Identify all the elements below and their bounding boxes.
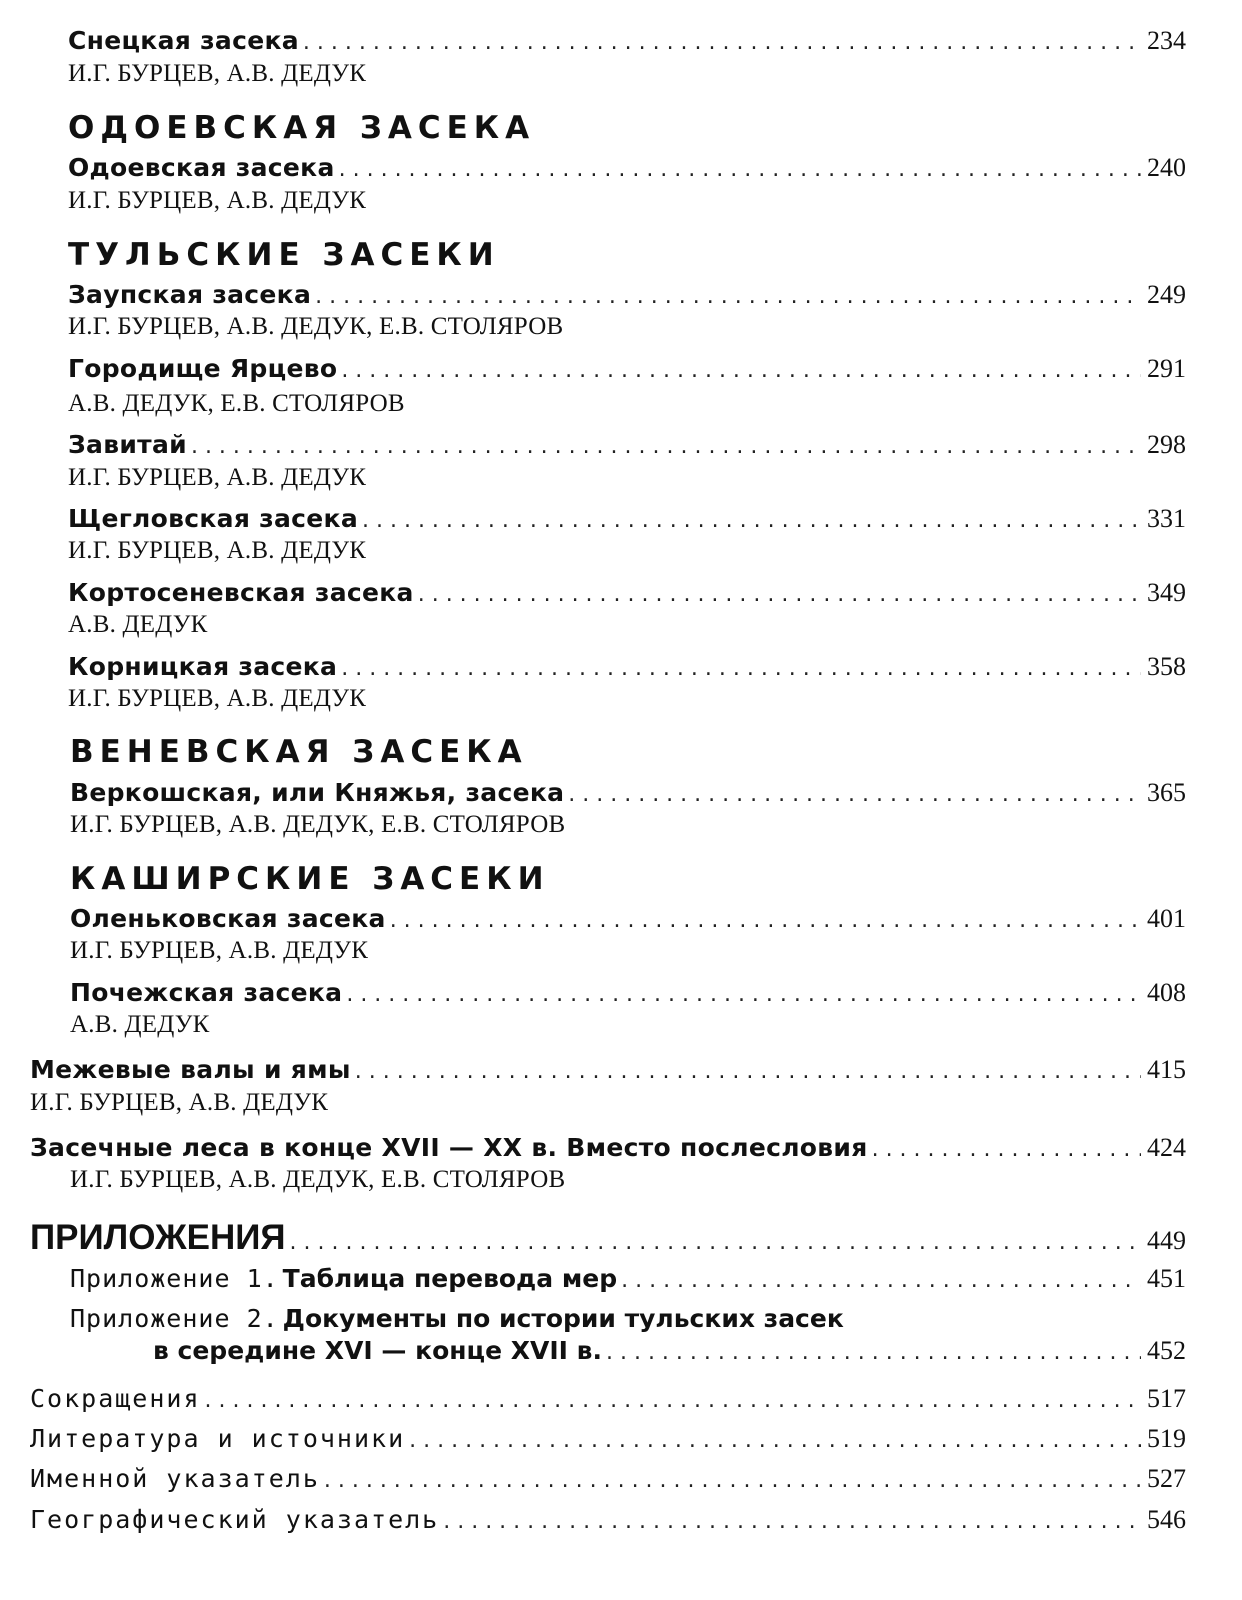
page-number: 234	[1147, 26, 1186, 55]
entry-authors: И.Г. БУРЦЕВ, А.В. ДЕДУК	[68, 464, 367, 491]
page-number: 358	[1147, 652, 1186, 681]
entry-title: Одоевская засека	[68, 153, 335, 182]
page-number: 349	[1147, 578, 1186, 607]
dot-leader	[315, 284, 1141, 309]
appendix-label: Приложение 1.	[70, 1264, 279, 1293]
entry-title: Географический указатель	[30, 1505, 440, 1534]
page-number: 517	[1147, 1384, 1186, 1413]
dot-leader	[290, 1230, 1141, 1255]
section-heading: ВЕНЕВСКАЯ ЗАСЕКА	[70, 734, 528, 770]
entry-title: Корницкая засека	[68, 652, 338, 681]
toc-entry	[70, 904, 1186, 934]
appendix-label: Приложение 2.	[70, 1304, 279, 1333]
page-number: 249	[1147, 280, 1186, 309]
entry-title: Почежская засека	[70, 978, 343, 1007]
toc-entry	[68, 354, 1186, 384]
section-heading: ОДОЕВСКАЯ ЗАСЕКА	[68, 110, 536, 146]
page-number: 519	[1147, 1424, 1186, 1453]
toc-entry	[30, 1133, 1186, 1163]
dot-leader	[621, 1268, 1141, 1293]
dot-leader	[418, 582, 1141, 607]
dot-leader	[324, 1468, 1141, 1493]
entry-authors: И.Г. БУРЦЕВ, А.В. ДЕДУК, Е.В. СТОЛЯРОВ	[70, 1166, 566, 1193]
appendices-heading	[30, 1218, 1186, 1258]
appendix-title: Таблица перевода мер	[282, 1264, 618, 1293]
appendix-title: Документы по истории тульских засек	[282, 1304, 844, 1333]
page-number: 365	[1147, 778, 1186, 807]
toc-entry	[30, 1055, 1186, 1085]
dot-leader	[362, 508, 1141, 533]
dot-leader	[568, 782, 1141, 807]
entry-title: Завитай	[68, 430, 187, 459]
entry-authors: А.В. ДЕДУК	[70, 1011, 210, 1038]
dot-leader	[355, 1059, 1141, 1084]
toc-entry	[30, 1384, 1186, 1414]
appendix-title-continued: в середине XVI — конце XVII в.	[153, 1336, 602, 1365]
page-number: 424	[1147, 1133, 1186, 1162]
toc-entry	[68, 153, 1186, 183]
entry-title: Щегловская засека	[68, 504, 358, 533]
toc-entry	[30, 1464, 1186, 1494]
dot-leader	[872, 1137, 1141, 1162]
toc-entry	[30, 1424, 1186, 1454]
dot-leader	[191, 434, 1141, 459]
page-number: 331	[1147, 504, 1186, 533]
dot-leader	[409, 1428, 1141, 1453]
page-number: 546	[1147, 1505, 1186, 1534]
appendix-entry-line2	[153, 1336, 1186, 1366]
toc-entry	[30, 1505, 1186, 1535]
dot-leader	[303, 30, 1141, 55]
page-number: 452	[1147, 1336, 1186, 1365]
page-number: 240	[1147, 153, 1186, 182]
page-number: 415	[1147, 1055, 1186, 1084]
page-number: 449	[1147, 1226, 1186, 1255]
entry-authors: И.Г. БУРЦЕВ, А.В. ДЕДУК	[68, 537, 367, 564]
page-number: 298	[1147, 430, 1186, 459]
entry-authors: И.Г. БУРЦЕВ, А.В. ДЕДУК	[70, 937, 369, 964]
page-number: 408	[1147, 978, 1186, 1007]
dot-leader	[346, 982, 1141, 1007]
entry-title: Городище Ярцево	[68, 354, 338, 383]
toc-entry	[70, 778, 1186, 808]
toc-entry	[68, 504, 1186, 534]
entry-title: Веркошская, или Княжья, засека	[70, 778, 565, 807]
entry-title: Оленьковская засека	[70, 904, 386, 933]
entry-authors: И.Г. БУРЦЕВ, А.В. ДЕДУК	[68, 187, 367, 214]
entry-title: Межевые валы и ямы	[30, 1055, 351, 1084]
appendices-title: ПРИЛОЖЕНИЯ	[30, 1218, 286, 1257]
toc-entry	[68, 652, 1186, 682]
dot-leader	[205, 1388, 1141, 1413]
entry-title: Кортосеневская засека	[68, 578, 414, 607]
toc-entry	[68, 430, 1186, 460]
entry-title: Заупская засека	[68, 280, 312, 309]
dot-leader	[390, 908, 1141, 933]
page-number: 451	[1147, 1264, 1186, 1293]
entry-title: Снецкая засека	[68, 26, 299, 55]
entry-title: Литература и источники	[30, 1424, 406, 1453]
entry-authors: И.Г. БУРЦЕВ, А.В. ДЕДУК, Е.В. СТОЛЯРОВ	[68, 313, 564, 340]
toc-entry	[68, 578, 1186, 608]
page-number: 291	[1147, 354, 1186, 383]
entry-title: Сокращения	[30, 1384, 201, 1413]
entry-authors: А.В. ДЕДУК	[68, 611, 208, 638]
entry-title: Именной указатель	[30, 1464, 320, 1493]
toc-entry	[70, 978, 1186, 1008]
appendix-entry	[70, 1264, 1186, 1294]
dot-leader	[341, 656, 1141, 681]
entry-authors: И.Г. БУРЦЕВ, А.В. ДЕДУК	[68, 685, 367, 712]
section-heading: ТУЛЬСКИЕ ЗАСЕКИ	[68, 237, 500, 273]
toc-entry	[68, 280, 1186, 310]
appendix-entry-line1	[70, 1304, 844, 1333]
section-heading: КАШИРСКИЕ ЗАСЕКИ	[70, 861, 550, 897]
page-number: 401	[1147, 904, 1186, 933]
page-number: 527	[1147, 1464, 1186, 1493]
toc-entry	[68, 26, 1186, 56]
entry-authors: И.Г. БУРЦЕВ, А.В. ДЕДУК	[30, 1089, 329, 1116]
dot-leader	[339, 157, 1141, 182]
dot-leader	[341, 358, 1141, 383]
entry-authors: И.Г. БУРЦЕВ, А.В. ДЕДУК	[68, 60, 367, 87]
entry-authors: А.В. ДЕДУК, Е.В. СТОЛЯРОВ	[68, 390, 405, 417]
entry-authors: И.Г. БУРЦЕВ, А.В. ДЕДУК, Е.В. СТОЛЯРОВ	[70, 811, 566, 838]
entry-title: Засечные леса в конце XVII — XX в. Вместо послесловия	[30, 1133, 868, 1162]
dot-leader	[443, 1509, 1141, 1534]
dot-leader	[606, 1340, 1141, 1365]
